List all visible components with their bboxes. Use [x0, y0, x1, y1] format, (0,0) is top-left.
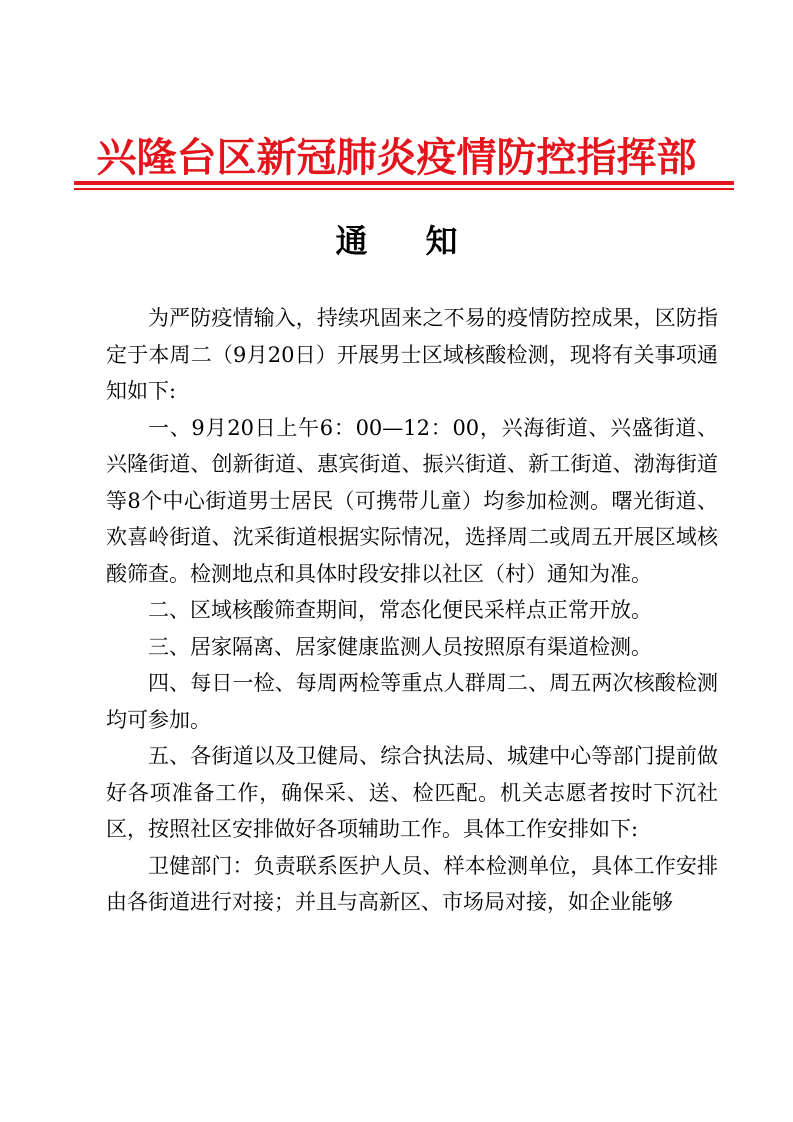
issuing-authority-title: 兴隆台区新冠肺炎疫情防控指挥部: [96, 134, 697, 181]
item-3-paragraph: 三、居家隔离、居家健康监测人员按照原有渠道检测。: [148, 634, 652, 659]
red-header-rule-thick: [74, 181, 734, 185]
notice-body: [106, 300, 718, 921]
item-2-paragraph: 二、区域核酸筛查期间，常态化便民采样点正常开放。: [148, 598, 652, 622]
item-4-paragraph: 四、每日一检、每周两检等重点人群周二、周五两次核酸检测均可参加。: [106, 671, 718, 732]
item-5-paragraph: 五、各街道以及卫健局、综合执法局、城建中心等部门提前做好各项准备工作，确保采、送、检匹配。机关志愿者按时下沉社区，按照社区安排做好各项辅助工作。具体工作安排如下:: [106, 744, 718, 841]
intro-paragraph: 为严防疫情输入，持续巩固来之不易的疫情防控成果，区防指定于本周二（9月20日）开展男士区域核酸检测，现将有关事项通知如下:: [106, 306, 718, 403]
health-dept-paragraph: 卫健部门：负责联系医护人员、样本检测单位，具体工作安排由各街道进行对接；并且与高新区、市场局对接，如企业能够: [106, 853, 718, 914]
notice-title: 通知: [335, 222, 516, 260]
item-1-paragraph: 一、9月20日上午6：00—12：00，兴海街道、兴盛街道、兴隆街道、创新街道、惠宾街道、振兴街道、新工街道、渤海街道等8个中心街道男士居民（可携带儿童）均参加检测。曙光街道、欢喜岭街道、沈采街道根据实际情况，选择周二或周五开展区域核酸筛查。检测地点和具体时段安排以社区（村）通知为准。: [106, 415, 718, 586]
red-header-rule-thin: [74, 188, 734, 190]
